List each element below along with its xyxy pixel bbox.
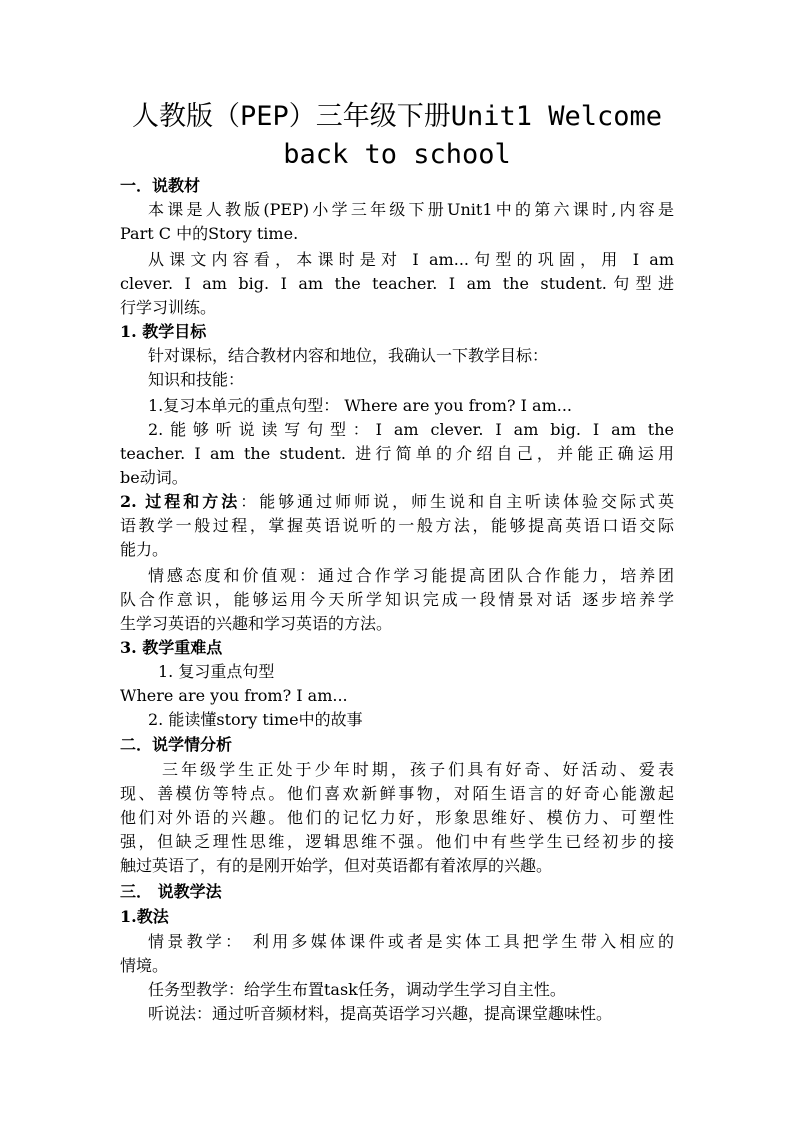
section-heading-methods: 三． 说教学法 — [120, 882, 222, 901]
section-heading-textbook: 一．说教材 — [120, 176, 201, 195]
list-item: 1.复习本单元的重点句型： Where are you from? I am... — [148, 396, 572, 415]
paragraph-line: Part C 中的Story time. — [120, 224, 299, 243]
list-item: 1. 复习重点句型 — [158, 662, 275, 681]
paragraph-line: 情感态度和价值观：通过合作学习能提高团队合作能力，培养团 — [148, 566, 674, 585]
paragraph-line: 队合作意识，能够运用今天所学知识完成一段情景对话 逐步培养学 — [120, 590, 674, 609]
paragraph-line: 三年级学生正处于少年时期，孩子们具有好奇、好活动、爱表 — [162, 760, 674, 779]
paragraph-text: ：能够通过师师说，师生说和自主听读体验交际式英 — [240, 492, 674, 511]
paragraph-line: 现、善模仿等特点。他们喜欢新鲜事物，对陌生语言的好奇心能激起 — [120, 784, 674, 803]
paragraph-line: 他们对外语的兴趣。他们的记忆力好，形象思维好、模仿力、可塑性 — [120, 808, 674, 827]
list-item: be动词。 — [120, 468, 188, 487]
subsection-heading-process: 2. 过程和方法 — [120, 492, 241, 511]
paragraph-line: 听说法：通过听音频材料，提高英语学习兴趣，提高课堂趣味性。 — [148, 1004, 613, 1023]
paragraph-line: 本课是人教版(PEP)小学三年级下册Unit1中的第六课时,内容是 — [148, 200, 674, 219]
paragraph-line: clever. I am big. I am the teacher. I am the student.句型进 — [120, 274, 674, 293]
list-item: teacher. I am the student. 进行简单的介绍自己，并能正确运用 — [120, 444, 674, 463]
section-heading-learners: 二．说学情分析 — [120, 735, 233, 754]
subsection-heading-objectives: 1. 教学目标 — [120, 322, 207, 341]
paragraph-line: 情境。 — [120, 956, 169, 975]
example-sentence: Where are you from? I am... — [120, 686, 348, 705]
paragraph-line: 能力。 — [120, 540, 169, 559]
paragraph-line: 情景教学： 利用多媒体课件或者是实体工具把学生带入相应的 — [148, 932, 674, 951]
paragraph-line: 生学习英语的兴趣和学习英语的方法。 — [120, 614, 393, 633]
paragraph-line — [120, 490, 674, 514]
subsection-heading-teaching-methods: 1.教法 — [120, 907, 169, 926]
paragraph-line: 行学习训练。 — [120, 298, 217, 317]
paragraph-line: 触过英语了，有的是刚开始学，但对英语都有着浓厚的兴趣。 — [120, 856, 553, 875]
paragraph-line: 针对课标，结合教材内容和地位，我确认一下教学目标： — [148, 346, 549, 365]
paragraph-line: 强，但缺乏理性思维，逻辑思维不强。他们中有些学生已经初步的接 — [120, 832, 674, 851]
paragraph-line: 知识和技能： — [148, 370, 245, 389]
paragraph-line: 从课文内容看，本课时是对 I am...句型的巩固，用 I am — [148, 250, 674, 269]
document-title-line2: back to school — [283, 139, 511, 170]
list-item: 2.能够听说读写句型：I am clever. I am big. I am the — [148, 420, 674, 439]
paragraph-line: 语教学一般过程，掌握英语说听的一般方法，能够提高英语口语交际 — [120, 516, 674, 535]
subsection-heading-key-points: 3. 教学重难点 — [120, 638, 223, 657]
paragraph-line: 任务型教学：给学生布置task任务，调动学生学习自主性。 — [148, 980, 566, 999]
list-item: 2. 能读懂story time中的故事 — [148, 710, 363, 729]
document-title-line1: 人教版（PEP）三年级下册Unit1 Welcome — [131, 101, 663, 132]
